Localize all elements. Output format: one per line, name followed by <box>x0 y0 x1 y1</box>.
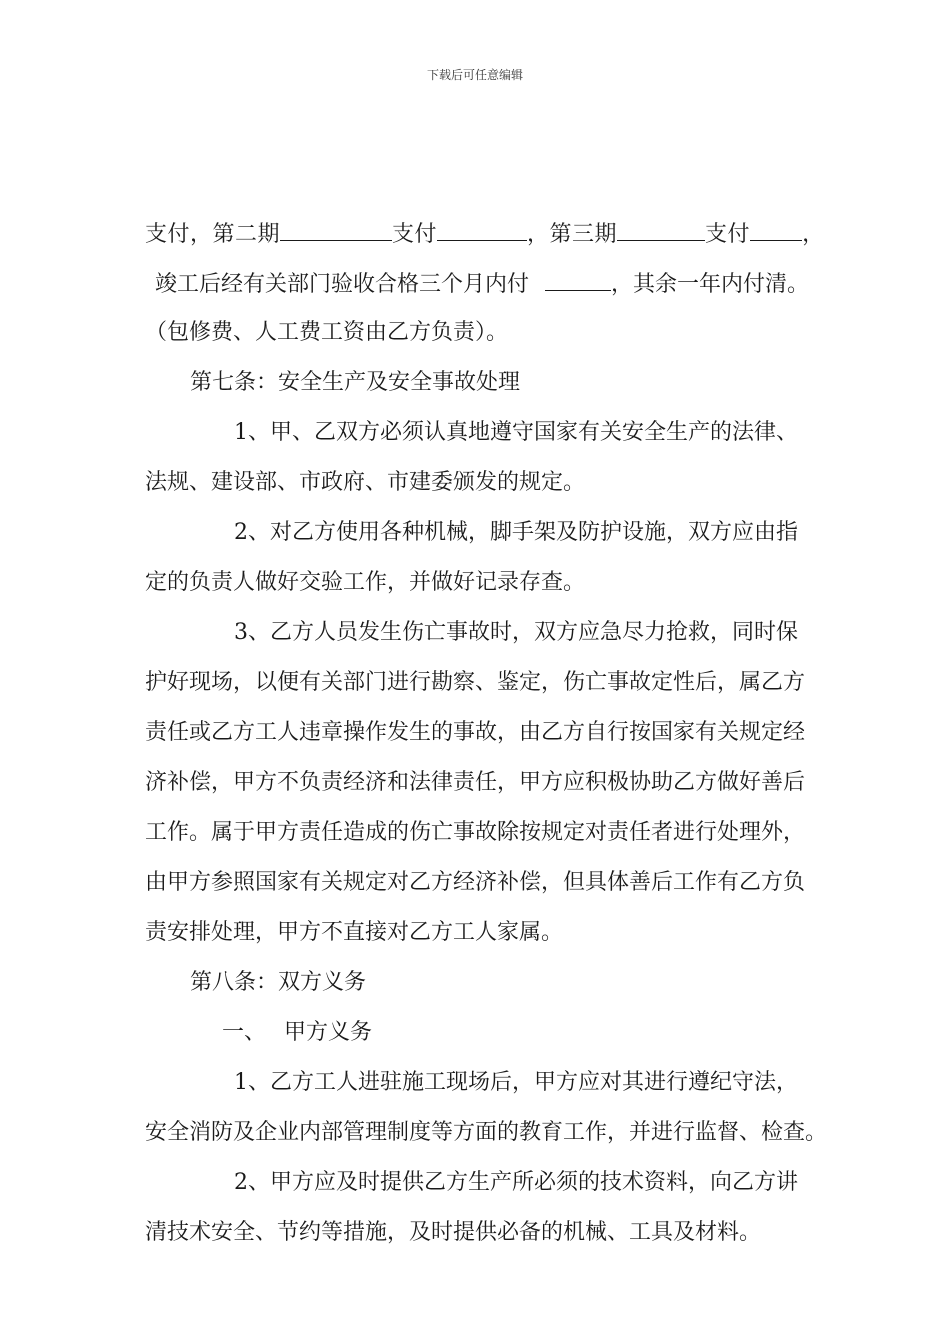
paragraph-line: （包修费、人工费工资由乙方负责）。 <box>145 320 509 345</box>
paragraph-line: 3、乙方人员发生伤亡事故时，双方应急尽力抢救，同时保 <box>234 620 798 645</box>
paragraph-line: 责安排处理，甲方不直接对乙方工人家属。 <box>145 920 564 945</box>
text-segment: ， <box>802 222 825 247</box>
text-segment: 支付 <box>705 222 751 247</box>
text-segment: ，其余一年内付清。 <box>611 272 810 297</box>
text-segment: ，第三期 <box>527 222 618 247</box>
text-segment: 竣工后经有关部门验收合格三个月内付 <box>155 272 530 297</box>
blank-2nd-period <box>280 218 392 241</box>
paragraph-line: 1、乙方工人进驻施工现场后，甲方应对其进行遵纪守法， <box>234 1070 798 1095</box>
paragraph-line: 济补偿，甲方不负责经济和法律责任，甲方应积极协助乙方做好善后 <box>145 770 806 795</box>
paragraph-line: 护好现场，以便有关部门进行勘察、鉴定，伤亡事故定性后，属乙方 <box>145 670 806 695</box>
paragraph-line: 安全消防及企业内部管理制度等方面的教育工作，并进行监督、检查。 <box>145 1120 828 1145</box>
paragraph-line: 责任或乙方工人违章操作发生的事故，由乙方自行按国家有关规定经 <box>145 720 806 745</box>
blank-2nd-amount <box>437 218 527 241</box>
blank-final-amount <box>545 268 611 291</box>
text-segment: 支付，第二期 <box>145 222 281 247</box>
text-segment: 支付 <box>392 222 438 247</box>
page-header: 下载后可任意编辑 <box>426 68 523 82</box>
paragraph-line: 工作。属于甲方责任造成的伤亡事故除按规定对责任者进行处理外， <box>145 820 806 845</box>
paragraph-line: 由甲方参照国家有关规定对乙方经济补偿，但具体善后工作有乙方负 <box>145 870 806 895</box>
article-8-heading: 第八条：双方义务 <box>190 970 367 995</box>
paragraph-line: 1、甲、乙双方必须认真地遵守国家有关安全生产的法律、 <box>234 420 798 445</box>
paragraph-line: 清技术安全、节约等措施，及时提供必备的机械、工具及材料。 <box>145 1220 762 1245</box>
party-a-duties-heading <box>222 1018 372 1048</box>
article-7-heading: 第七条：安全生产及安全事故处理 <box>190 370 521 395</box>
payment-line-2 <box>155 268 809 300</box>
payment-line-1 <box>145 218 825 250</box>
blank-3rd-period <box>617 218 705 241</box>
paragraph-line: 2、甲方应及时提供乙方生产所必须的技术资料，向乙方讲 <box>234 1170 798 1195</box>
section-title: 甲方义务 <box>284 1020 373 1045</box>
paragraph-line: 定的负责人做好交验工作，并做好记录存查。 <box>145 570 586 595</box>
section-number: 一、 <box>222 1020 267 1045</box>
paragraph-line: 法规、建设部、市政府、市建委颁发的规定。 <box>145 470 586 495</box>
paragraph-line: 2、对乙方使用各种机械，脚手架及防护设施，双方应由指 <box>234 520 798 545</box>
blank-3rd-amount <box>750 218 802 241</box>
